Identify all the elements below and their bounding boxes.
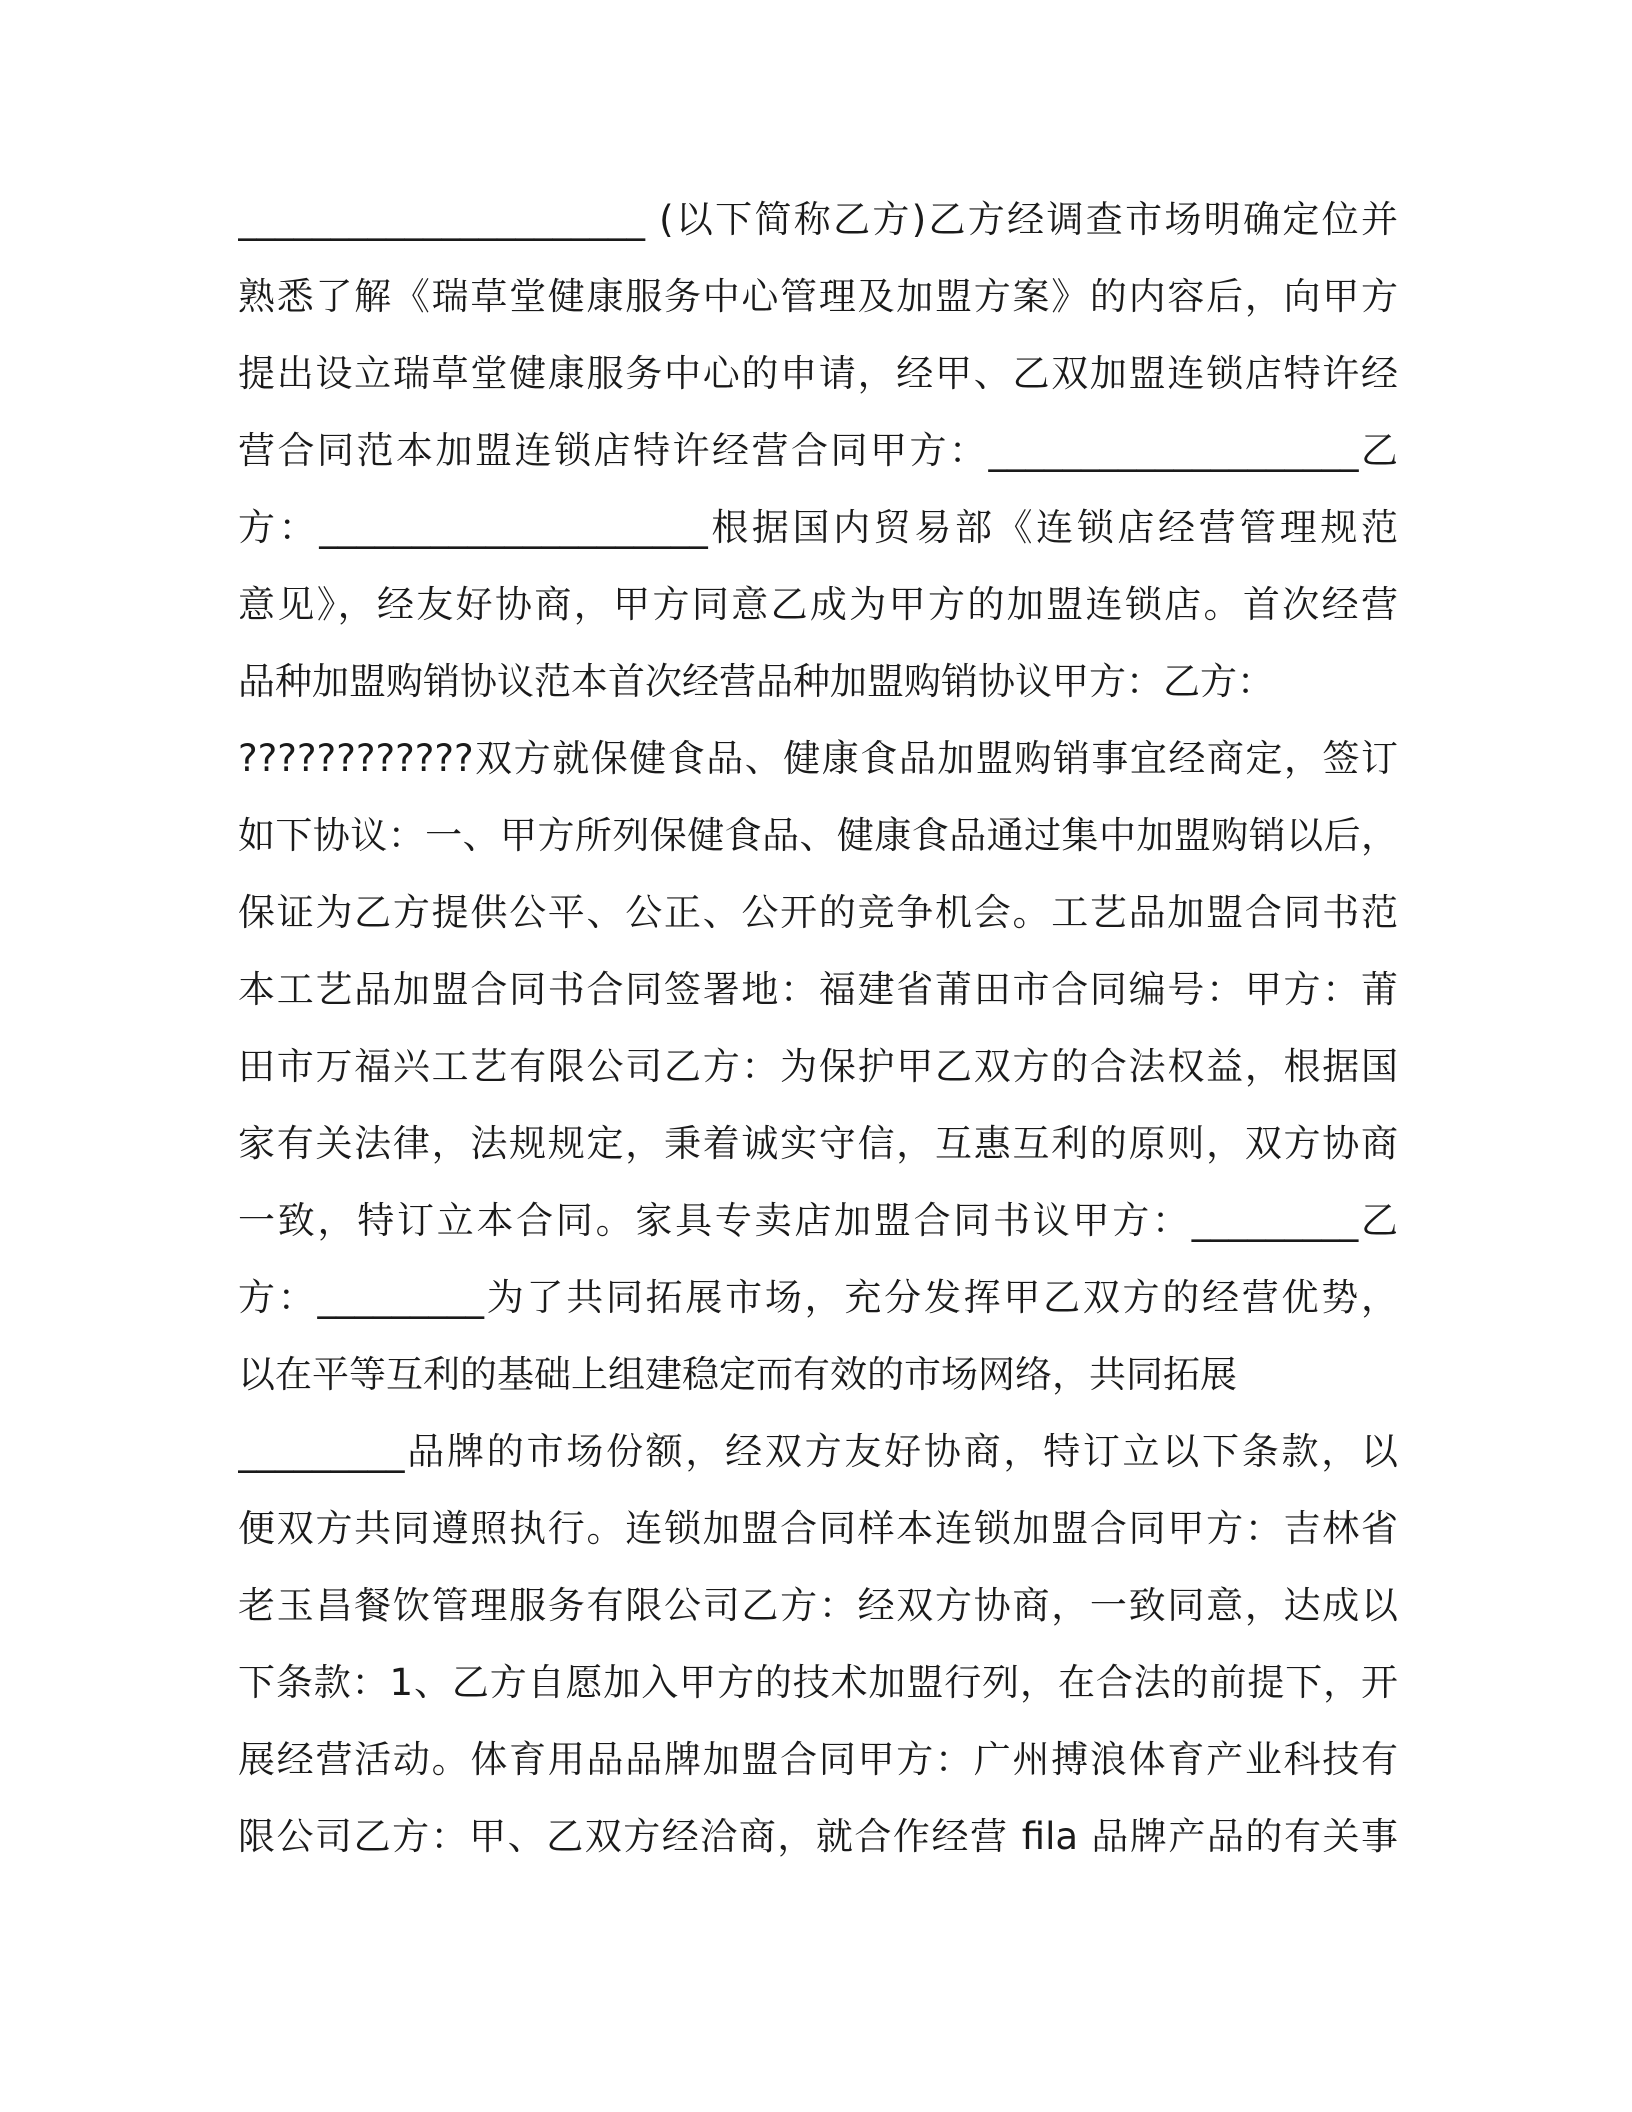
text-line: 营合同范本加盟连锁店特许经营合同甲方：____________________乙 <box>238 429 1398 472</box>
text-line: 展经营活动。体育用品品牌加盟合同甲方：广州搏浪体育产业科技有 <box>238 1738 1398 1781</box>
text-line: 下条款：1、乙方自愿加入甲方的技术加盟行列，在合法的前提下，开 <box>238 1661 1398 1704</box>
text-line: ????????????双方就保健食品、健康食品加盟购销事宜经商定，签订 <box>238 737 1398 780</box>
text-line: 保证为乙方提供公平、公正、公开的竞争机会。工艺品加盟合同书范 <box>238 891 1398 934</box>
text-line: 田市万福兴工艺有限公司乙方：为保护甲乙双方的合法权益，根据国 <box>238 1045 1398 1088</box>
text-line: 品种加盟购销协议范本首次经营品种加盟购销协议甲方：乙方： <box>238 660 1274 703</box>
text-line: 提出设立瑞草堂健康服务中心的申请，经甲、乙双加盟连锁店特许经 <box>238 352 1398 395</box>
text-line: 熟悉了解《瑞草堂健康服务中心管理及加盟方案》的内容后，向甲方 <box>238 275 1398 318</box>
text-line: 意见》，经友好协商，甲方同意乙成为甲方的加盟连锁店。首次经营 <box>238 583 1398 626</box>
text-line: 限公司乙方：甲、乙双方经洽商，就合作经营 fila 品牌产品的有关事 <box>238 1815 1398 1858</box>
text-line: 一致，特订立本合同。家具专卖店加盟合同书议甲方：_________乙 <box>238 1199 1398 1242</box>
text-line: 方：_____________________根据国内贸易部《连锁店经营管理规范 <box>238 506 1398 549</box>
text-line: _________品牌的市场份额，经双方友好协商，特订立以下条款，以 <box>238 1430 1398 1473</box>
text-line: 本工艺品加盟合同书合同签署地：福建省莆田市合同编号：甲方：莆 <box>238 968 1398 1011</box>
text-line: ______________________ (以下简称乙方)乙方经调查市场明确定位并 <box>238 198 1398 241</box>
text-line: 方：_________为了共同拓展市场，充分发挥甲乙双方的经营优势， <box>238 1276 1398 1319</box>
contract-body-text <box>238 188 1398 1882</box>
text-line: 老玉昌餐饮管理服务有限公司乙方：经双方协商，一致同意，达成以 <box>238 1584 1398 1627</box>
text-line: 便双方共同遵照执行。连锁加盟合同样本连锁加盟合同甲方：吉林省 <box>238 1507 1398 1550</box>
text-line: 家有关法律，法规规定，秉着诚实守信，互惠互利的原则，双方协商 <box>238 1122 1398 1165</box>
text-line: 如下协议：一、甲方所列保健食品、健康食品通过集中加盟购销以后， <box>238 814 1398 857</box>
text-line: 以在平等互利的基础上组建稳定而有效的市场网络，共同拓展 <box>238 1353 1237 1396</box>
